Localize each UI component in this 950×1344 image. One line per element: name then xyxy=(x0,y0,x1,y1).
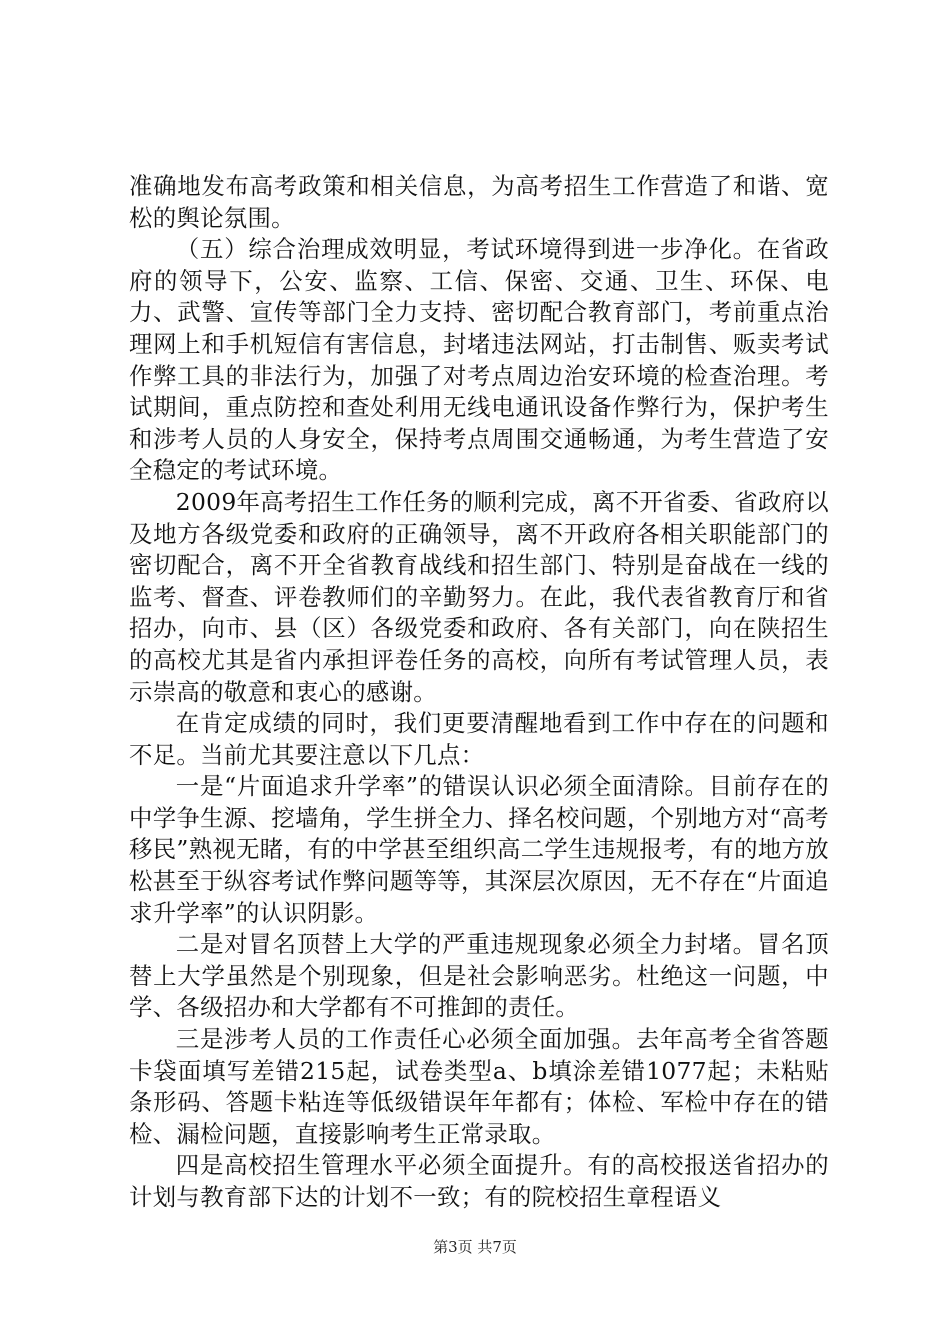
paragraph-problem-four: 四是高校招生管理水平必须全面提升。有的高校报送省招办的计划与教育部下达的计划不一致；有的院校招生章程语义 xyxy=(129,1151,829,1211)
paragraph-problems-intro: 在肯定成绩的同时，我们更要清醒地看到工作中存在的问题和不足。当前尤其要注意以下几点： xyxy=(129,709,829,769)
paragraph-continuation: 准确地发布高考政策和相关信息，为高考招生工作营造了和谐、宽松的舆论氛围。 xyxy=(129,172,829,232)
paragraph-problem-three: 三是涉考人员的工作责任心必须全面加强。去年高考全省答题卡袋面填写差错215起，试卷类型a、b填涂差错1077起；未粘贴条形码、答题卡粘连等低级错误年年都有；体检、军检中存在的错检、漏检问题，直接影响考生正常录取。 xyxy=(129,1025,829,1148)
paragraph-problem-two: 二是对冒名顶替上大学的严重违规现象必须全力封堵。冒名顶替上大学虽然是个别现象，但是社会影响恶劣。杜绝这一问题，中学、各级招办和大学都有不可推卸的责任。 xyxy=(129,930,829,1022)
paragraph-acknowledgement: 2009年高考招生工作任务的顺利完成，离不开省委、省政府以及地方各级党委和政府的正确领导，离不开政府各相关职能部门的密切配合，离不开全省教育战线和招生部门、特别是奋战在一线的监考、督查、评卷教师们的辛勤努力。在此，我代表省教育厅和省招办，向市、县（区）各级党委和政府、各有关部门，向在陕招生的高校尤其是省内承担评卷任务的高校，向所有考试管理人员，表示崇高的敬意和衷心的感谢。 xyxy=(129,487,829,706)
paragraph-problem-one: 一是“片面追求升学率”的错误认识必须全面清除。目前存在的中学争生源、挖墙角，学生拼全力、择名校问题，个别地方对“高考移民”熟视无睹，有的中学甚至组织高二学生违规报考，有的地方放松甚至于纵容考试作弊问题等等，其深层次原因，无不存在“片面追求升学率”的认识阴影。 xyxy=(129,772,829,927)
document-body xyxy=(129,171,829,1214)
paragraph-item-five: （五）综合治理成效明显，考试环境得到进一步净化。在省政府的领导下，公安、监察、工信、保密、交通、卫生、环保、电力、武警、宣传等部门全力支持、密切配合教育部门，考前重点治理网上和手机短信有害信息，封堵违法网站，打击制售、贩卖考试作弊工具的非法行为，加强了对考点周边治安环境的检查治理。考试期间，重点防控和查处利用无线电通讯设备作弊行为，保护考生和涉考人员的人身安全，保持考点周围交通畅通，为考生营造了安全稳定的考试环境。 xyxy=(129,235,829,485)
page-number-footer: 第3页 共7页 xyxy=(433,1238,517,1256)
